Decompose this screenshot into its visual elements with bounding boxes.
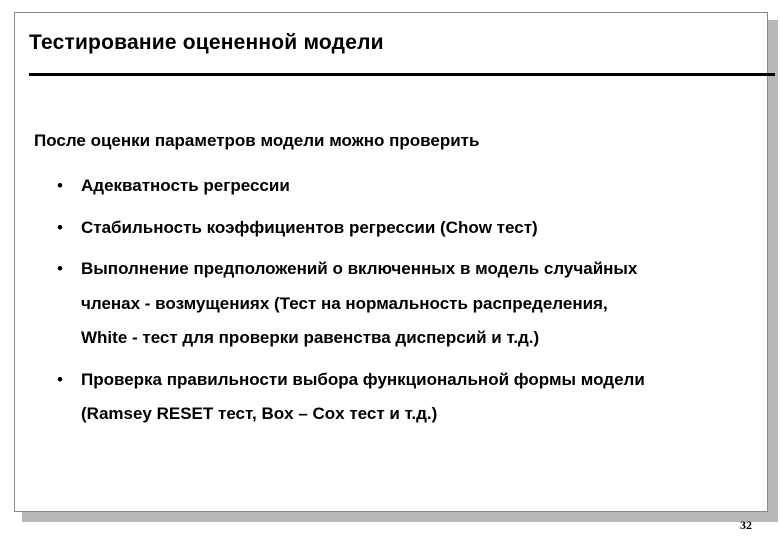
bullet-text-line: Выполнение предположений о включенных в модель случайных: [81, 259, 638, 278]
page-number: 32: [740, 518, 752, 532]
bullet-text-line: Стабильность коэффициентов регрессии (Chow тест): [81, 217, 538, 237]
bullet-item: [15, 252, 761, 356]
bullet-text-line: Адекватность регрессии: [81, 176, 290, 195]
bullet-icon: •: [57, 217, 63, 237]
bullet-item: [15, 363, 761, 432]
title-divider: [29, 73, 775, 76]
bullet-text-line: (Ramsey RESET тест, Box – Cox тест и т.д.): [81, 404, 438, 423]
slide-frame: [14, 12, 768, 512]
intro-text: После оценки параметров модели можно проверить: [34, 131, 480, 150]
bullet-item: [15, 169, 761, 204]
bullet-text-line: White - тест для проверки равенства дисперсий и т.д.): [81, 328, 540, 347]
bullet-text-line: Проверка правильности выбора функциональной формы модели: [81, 369, 645, 389]
bullet-icon: •: [57, 369, 63, 389]
bullet-icon: •: [57, 259, 63, 278]
bullet-item: [15, 211, 761, 246]
bullet-list: [15, 169, 761, 439]
slide-title: Тестирование оцененной модели: [29, 31, 384, 54]
bullet-text-line: членах - возмущениях (Тест на нормальность распределения,: [81, 293, 608, 313]
bullet-icon: •: [57, 176, 63, 195]
